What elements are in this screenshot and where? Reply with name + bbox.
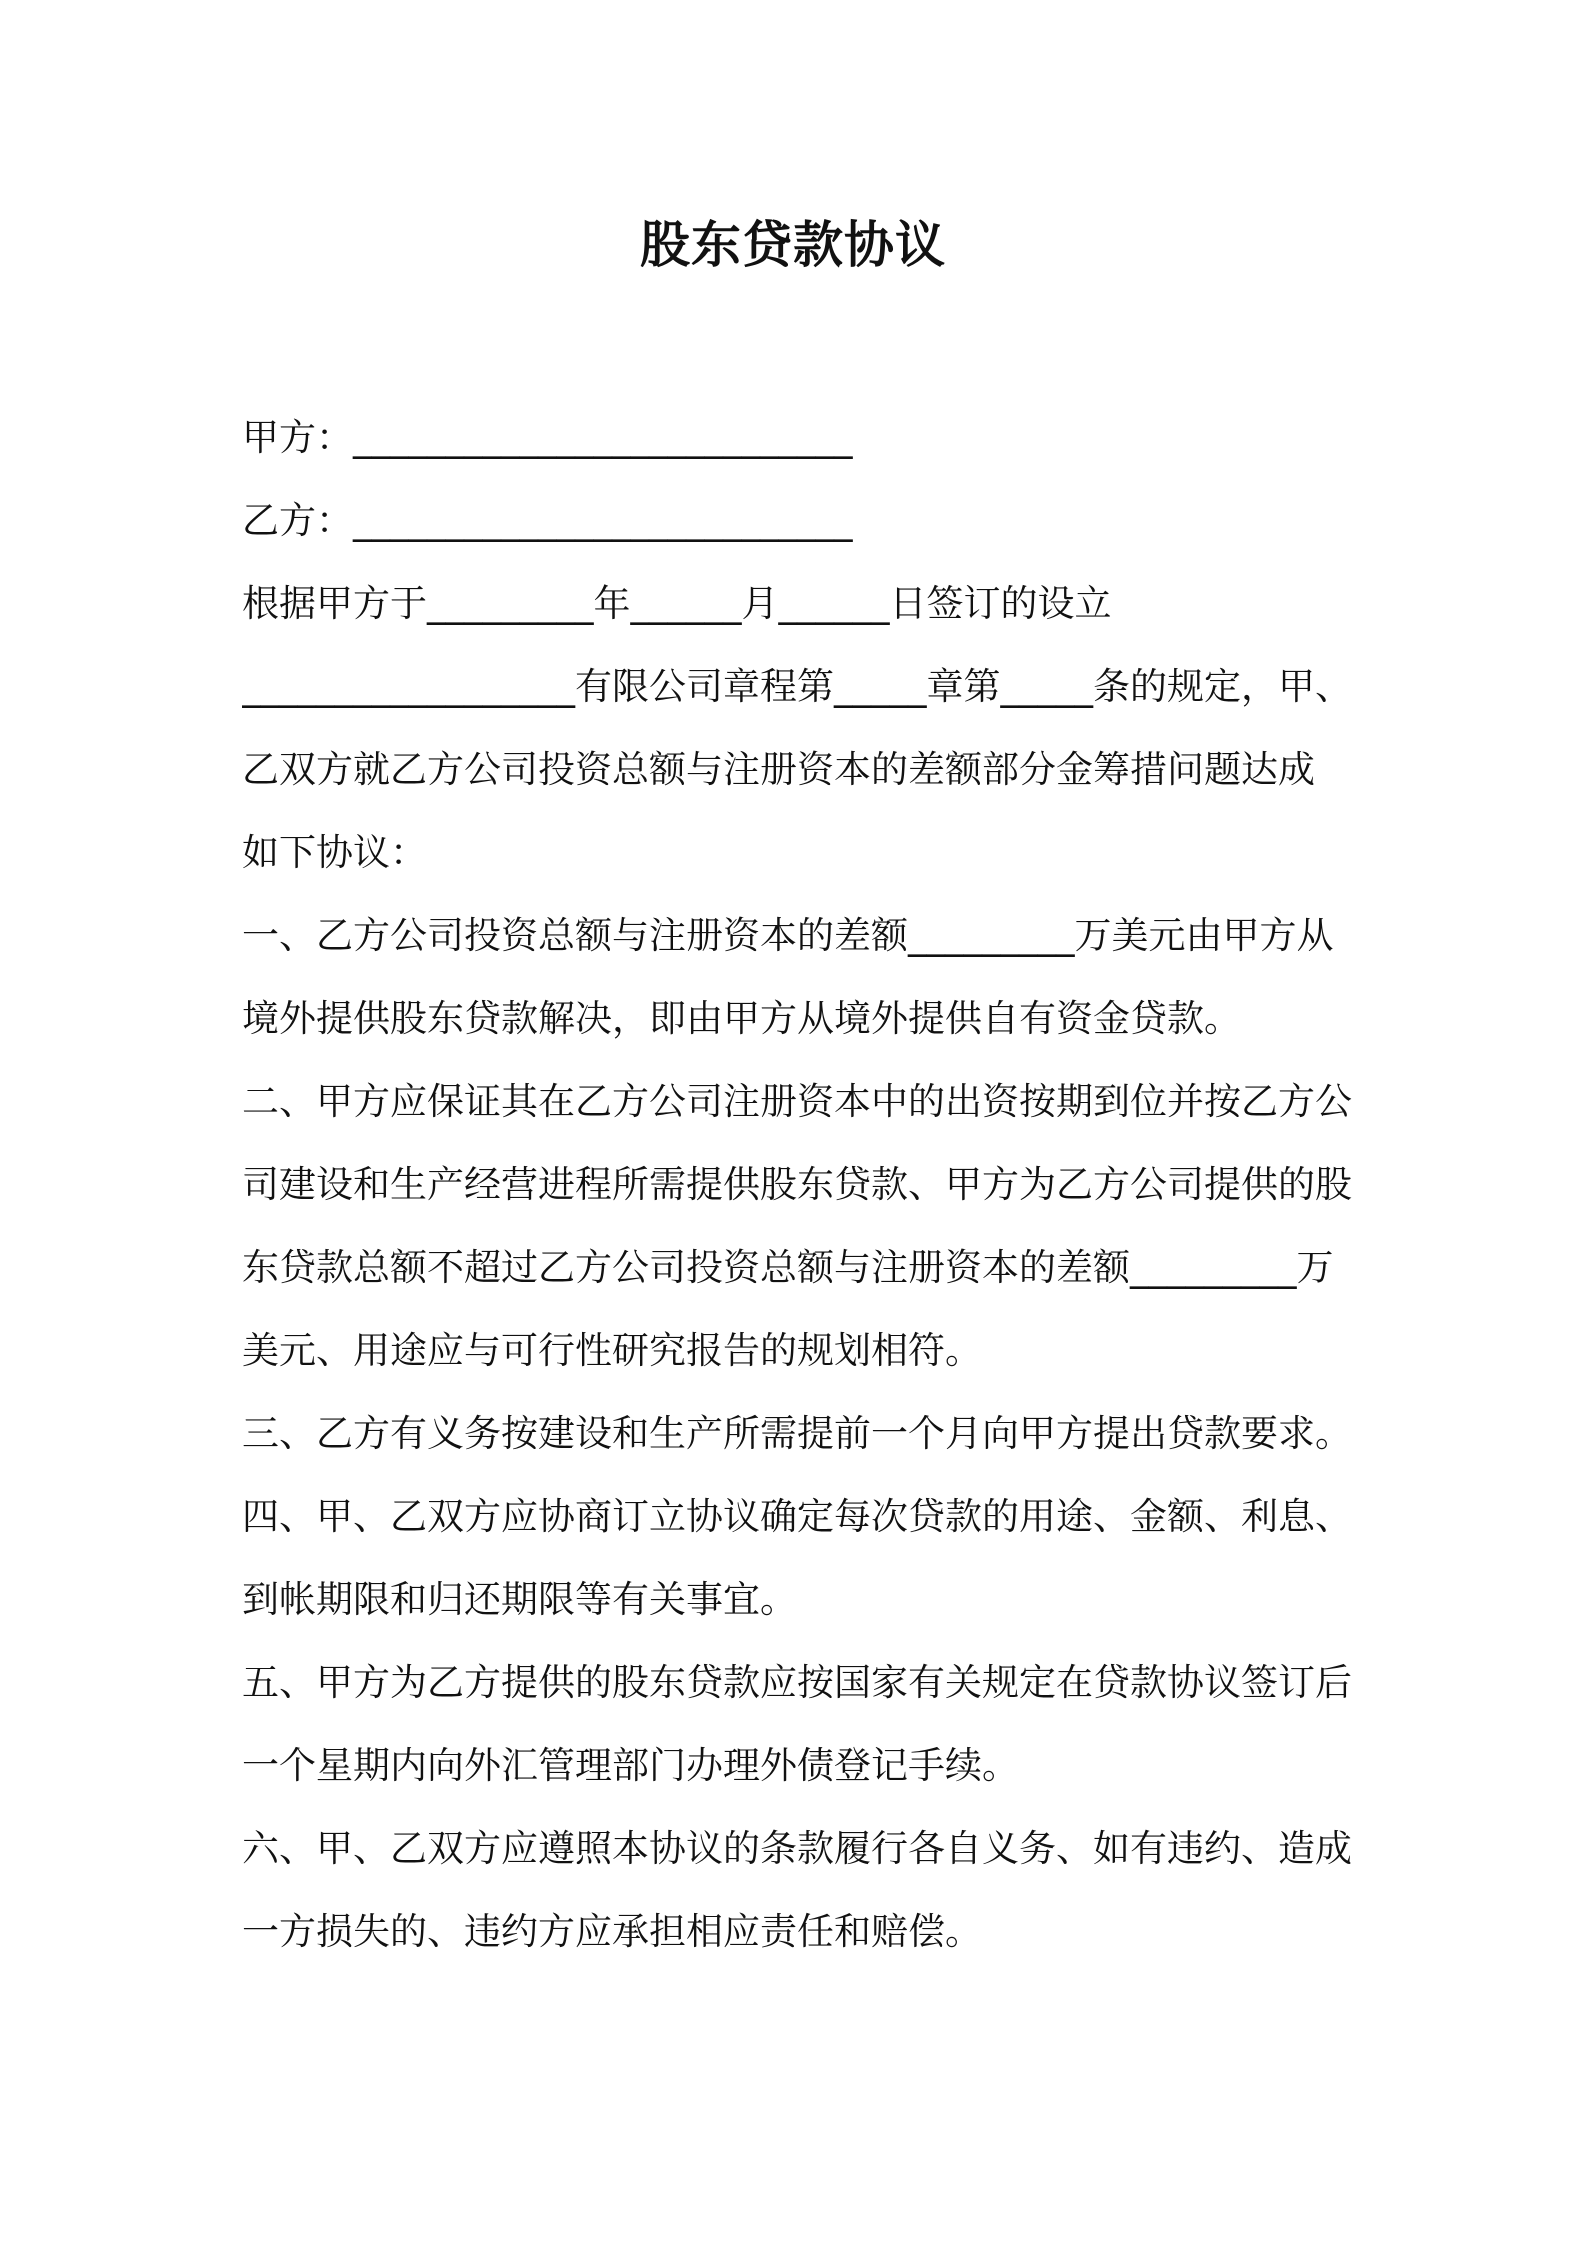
clause-2-line: 二、甲方应保证其在乙方公司注册资本中的出资按期到位并按乙方公 [242,1080,1352,1123]
clause-2-line: 美元、用途应与可行性研究报告的规划相符。 [242,1329,982,1372]
clause-6-line: 一方损失的、违约方应承担相应责任和赔偿。 [242,1910,982,1953]
clause-6-line: 六、甲、乙双方应遵照本协议的条款履行各自义务、如有违约、造成 [242,1827,1352,1870]
clause-4-line: 四、甲、乙双方应协商订立协议确定每次贷款的用途、金额、利息、 [242,1495,1352,1538]
preamble-line: 根据甲方于_________年______月______日签订的设立 [242,582,1112,625]
clause-5-line: 一个星期内向外汇管理部门办理外债登记手续。 [242,1744,1019,1787]
clause-3-line: 三、乙方有义务按建设和生产所需提前一个月向甲方提出贷款要求。 [242,1412,1352,1455]
party-a-line: 甲方：___________________________ [242,416,853,459]
preamble-line: __________________有限公司章程第_____章第_____条的规定，甲、 [242,665,1352,708]
preamble-line: 乙双方就乙方公司投资总额与注册资本的差额部分金筹措问题达成 [242,748,1315,791]
party-b-line: 乙方：___________________________ [242,499,853,542]
clause-5-line: 五、甲方为乙方提供的股东贷款应按国家有关规定在贷款协议签订后 [242,1661,1352,1704]
clause-1-line: 一、乙方公司投资总额与注册资本的差额_________万美元由甲方从 [242,914,1334,957]
clause-2-line: 东贷款总额不超过乙方公司投资总额与注册资本的差额_________万 [242,1246,1334,1289]
clause-4-line: 到帐期限和归还期限等有关事宜。 [242,1578,797,1621]
preamble-line: 如下协议： [242,831,427,874]
document-title: 股东贷款协议 [640,216,946,274]
clause-1-line: 境外提供股东贷款解决，即由甲方从境外提供自有资金贷款。 [242,997,1241,1040]
document-body [242,403,1372,1980]
clause-2-line: 司建设和生产经营进程所需提供股东贷款、甲方为乙方公司提供的股 [242,1163,1352,1206]
